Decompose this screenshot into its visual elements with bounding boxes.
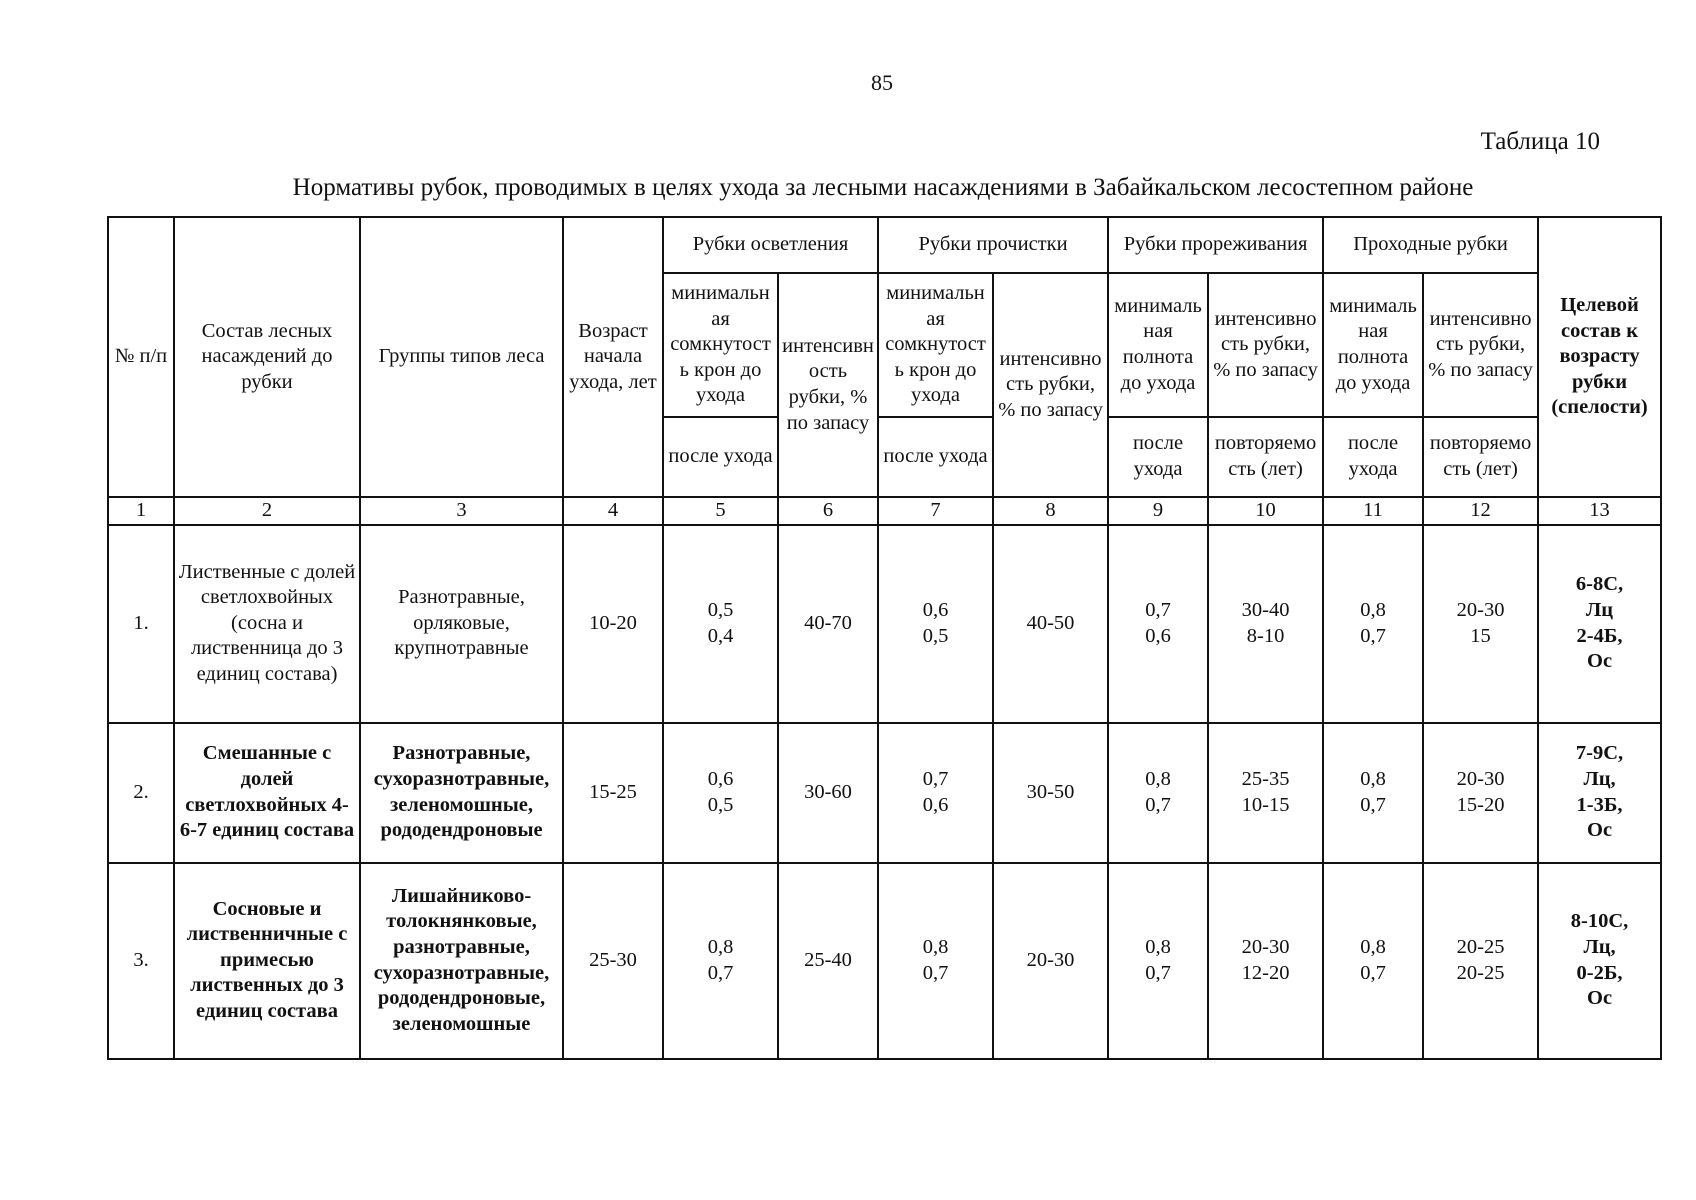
header-c11-after: после ухода [1323, 417, 1423, 497]
value-before: 0,7 [922, 768, 949, 790]
value-after: 0,7 [1145, 961, 1171, 984]
value-intensity: 30-40 [1241, 599, 1290, 621]
row-c9 [1108, 525, 1208, 723]
header-group-thinning: Рубки прореживания [1108, 217, 1323, 273]
table-row [108, 863, 1661, 1059]
value-after: 0,7 [1360, 793, 1386, 816]
value-after: 0,7 [707, 961, 734, 984]
row-c5 [663, 723, 778, 863]
row-c7 [878, 863, 993, 1059]
header-num: № п/п [108, 217, 174, 497]
value-before: 0,6 [922, 599, 949, 621]
row-c6: 25-40 [778, 863, 878, 1059]
row-num: 1. [108, 525, 174, 723]
value-repeat: 15-20 [1456, 793, 1505, 816]
header-c12-repeat: повторяемость (лет) [1423, 417, 1538, 497]
column-number: 3 [360, 497, 563, 525]
table-row [108, 723, 1661, 863]
norms-table [107, 216, 1662, 1060]
header-c10-repeat: повторяемость (лет) [1208, 417, 1323, 497]
column-number: 1 [108, 497, 174, 525]
row-age: 25-30 [563, 863, 663, 1059]
value-intensity: 20-25 [1456, 936, 1505, 958]
header-c9-before: минимальная полнота до ухода [1108, 273, 1208, 417]
row-age: 15-25 [563, 723, 663, 863]
row-num: 2. [108, 723, 174, 863]
value-after: 0,5 [922, 624, 949, 647]
value-intensity: 20-30 [1241, 936, 1290, 958]
row-target: 6-8С, Лц 2-4Б, Ос [1538, 525, 1661, 723]
row-c12 [1423, 525, 1538, 723]
row-c5 [663, 863, 778, 1059]
value-intensity: 25-35 [1241, 768, 1290, 790]
row-target: 8-10С, Лц, 0-2Б, Ос [1538, 863, 1661, 1059]
value-before: 0,8 [922, 936, 949, 958]
column-number: 11 [1323, 497, 1423, 525]
row-c7 [878, 525, 993, 723]
value-after: 0,6 [1145, 624, 1171, 647]
page-number: 85 [871, 70, 893, 95]
value-intensity: 20-30 [1456, 599, 1505, 621]
value-after: 0,7 [1360, 961, 1386, 984]
value-after: 0,4 [707, 624, 734, 647]
row-c8: 20-30 [993, 863, 1108, 1059]
row-c11 [1323, 525, 1423, 723]
header-c5-before: минимальная сомкнутость крон до ухода [663, 273, 778, 417]
table-label: Таблица 10 [1480, 128, 1600, 155]
row-target: 7-9С, Лц, 1-3Б, Ос [1538, 723, 1661, 863]
row-c5 [663, 525, 778, 723]
document-title: Нормативы рубок, проводимых в целях ухода за лесными насаждениями в Забайкальском лесостепном районе [292, 174, 1474, 201]
column-number: 5 [663, 497, 778, 525]
value-before: 0,6 [707, 768, 734, 790]
row-forest-types: Разнотравные, орляковые, крупнотравные [360, 525, 563, 723]
row-c7 [878, 723, 993, 863]
header-c6: интенсивность рубки, % по запасу [778, 273, 878, 497]
row-c10 [1208, 863, 1323, 1059]
header-target: Целевой состав к возрасту рубки (спелости) [1538, 217, 1661, 497]
value-after: 0,5 [707, 793, 734, 816]
column-number: 2 [174, 497, 360, 525]
row-c11 [1323, 723, 1423, 863]
column-number: 12 [1423, 497, 1538, 525]
value-before: 0,8 [1360, 936, 1386, 958]
row-num: 3. [108, 863, 174, 1059]
column-number: 8 [993, 497, 1108, 525]
value-before: 0,8 [1360, 599, 1386, 621]
header-c12-intensity: интенсивность рубки, % по запасу [1423, 273, 1538, 417]
value-after: 0,7 [1360, 624, 1386, 647]
row-forest-types: Лишайниково-толокнянковые, разнотравные, сухоразнотравные, рододендроновые, зеленомошные [360, 863, 563, 1059]
column-number: 9 [1108, 497, 1208, 525]
value-repeat: 12-20 [1241, 961, 1290, 984]
header-row-groups [108, 217, 1661, 273]
value-before: 0,8 [707, 936, 734, 958]
value-before: 0,8 [1360, 768, 1386, 790]
row-composition: Сосновые и лиственничные с примесью лиственных до 3 единиц состава [174, 863, 360, 1059]
header-c7-after: после ухода [878, 417, 993, 497]
column-number-row [108, 497, 1661, 525]
value-before: 0,7 [1145, 599, 1171, 621]
value-after: 0,7 [1145, 793, 1171, 816]
header-group-clearing: Рубки осветления [663, 217, 878, 273]
row-c9 [1108, 723, 1208, 863]
value-repeat: 20-25 [1456, 961, 1505, 984]
header-c10-intensity: интенсивность рубки, % по запасу [1208, 273, 1323, 417]
row-c11 [1323, 863, 1423, 1059]
value-after: 0,6 [922, 793, 949, 816]
header-composition: Состав лесных насаждений до рубки [174, 217, 360, 497]
row-c8: 30-50 [993, 723, 1108, 863]
row-c10 [1208, 525, 1323, 723]
column-number: 7 [878, 497, 993, 525]
header-c7-before: минимальная сомкнутость крон до ухода [878, 273, 993, 417]
value-intensity: 20-30 [1456, 768, 1505, 790]
header-c8: интенсивность рубки, % по запасу [993, 273, 1108, 497]
header-group-passage: Проходные рубки [1323, 217, 1538, 273]
table-row [108, 525, 1661, 723]
row-c6: 30-60 [778, 723, 878, 863]
row-composition: Лиственные с долей светлохвойных (сосна и лиственница до 3 единиц состава) [174, 525, 360, 723]
column-number: 4 [563, 497, 663, 525]
header-group-cleaning: Рубки прочистки [878, 217, 1108, 273]
header-c5-after: после ухода [663, 417, 778, 497]
header-c9-after: после ухода [1108, 417, 1208, 497]
header-forest-types: Группы типов леса [360, 217, 563, 497]
column-number: 6 [778, 497, 878, 525]
header-c11-before: минимальная полнота до ухода [1323, 273, 1423, 417]
row-forest-types: Разнотравные, сухоразнотравные, зеленомошные, рододендроновые [360, 723, 563, 863]
row-c12 [1423, 723, 1538, 863]
row-c6: 40-70 [778, 525, 878, 723]
row-c10 [1208, 723, 1323, 863]
row-c8: 40-50 [993, 525, 1108, 723]
row-c9 [1108, 863, 1208, 1059]
value-repeat: 10-15 [1241, 793, 1290, 816]
value-repeat: 15 [1470, 624, 1491, 647]
row-c12 [1423, 863, 1538, 1059]
column-number: 10 [1208, 497, 1323, 525]
value-before: 0,5 [707, 599, 734, 621]
value-after: 0,7 [922, 961, 949, 984]
value-before: 0,8 [1145, 936, 1171, 958]
row-age: 10-20 [563, 525, 663, 723]
value-before: 0,8 [1145, 768, 1171, 790]
column-number: 13 [1538, 497, 1661, 525]
row-composition: Смешанные с долей светлохвойных 4-6-7 единиц состава [174, 723, 360, 863]
header-age: Возраст начала ухода, лет [563, 217, 663, 497]
value-repeat: 8-10 [1246, 624, 1285, 647]
